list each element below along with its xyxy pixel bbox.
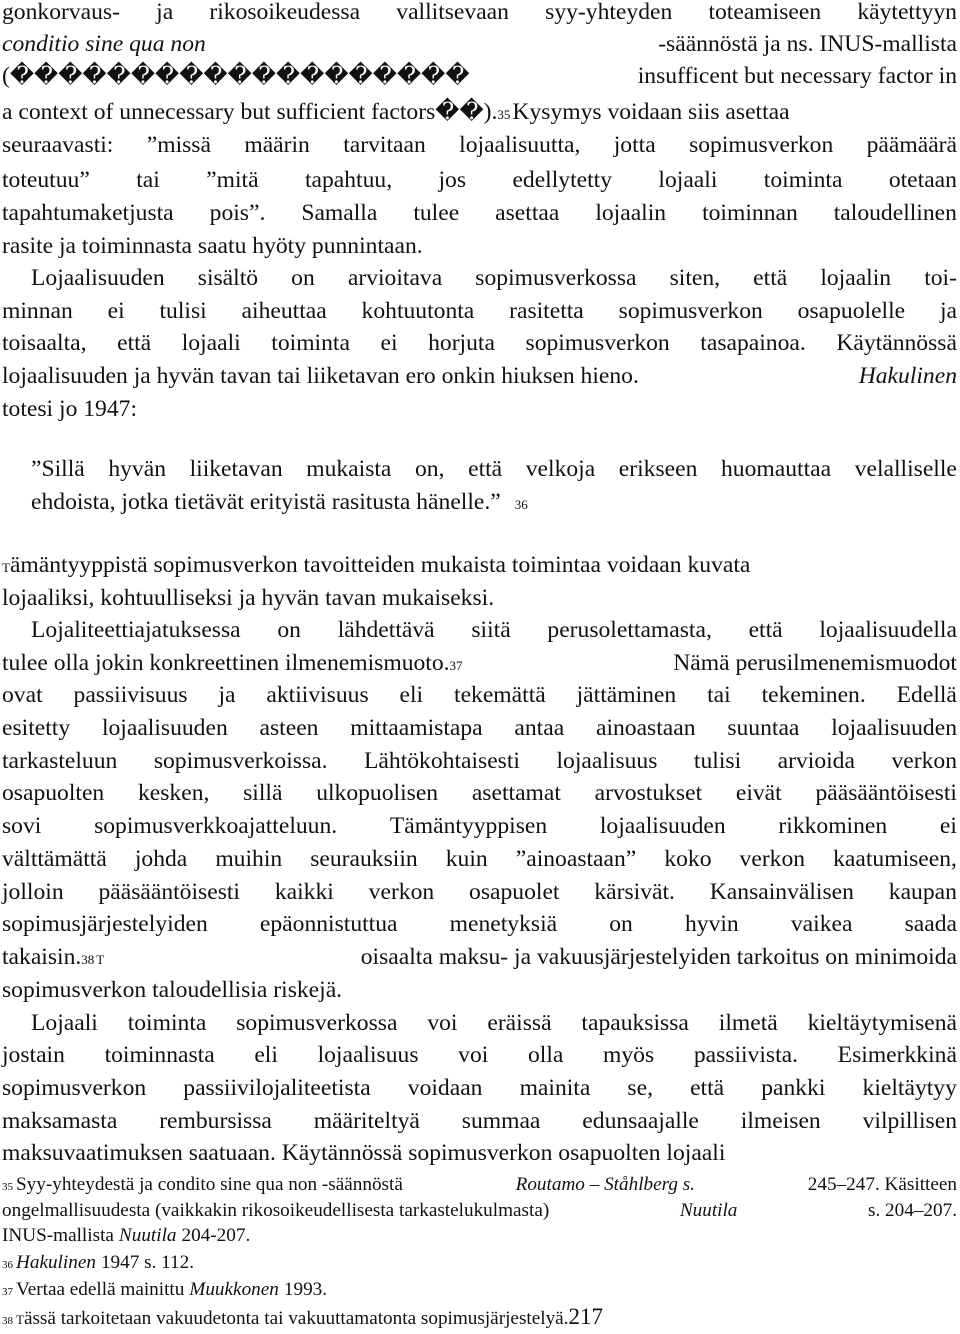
body-line [2, 549, 957, 581]
text-run: insufficent but necessary factor in [637, 63, 957, 89]
footnote-text: 204-207. [181, 1225, 251, 1246]
footnote-ref[interactable]: 37 [449, 658, 463, 673]
footnote-text: Syy-yhteydestä ja condito sine qua non -säännöstä [16, 1174, 403, 1195]
quote-line [31, 486, 931, 518]
text-run: sopimusverkon taloudellisia riskejä. [2, 977, 343, 1003]
text-run: totesi jo 1947: [2, 396, 138, 422]
footnote-ref[interactable]: 36 [514, 497, 528, 512]
footnote-number: 36 [2, 1259, 13, 1271]
body-line [2, 974, 957, 1006]
body-line: tarkasteluun sopimusverkoissa. Lähtökohtaisesti lojaalisuus tulisi arvioida verkon [2, 748, 957, 774]
page-number: 217 [568, 1304, 603, 1329]
text-run: tulee olla jokin konkreettinen ilmenemismuoto. [2, 650, 450, 676]
body-line: toisaalta, että lojaali toiminta ei horjuta sopimusverkon tasapainoa. Käytännössä [2, 330, 957, 356]
small-cap-letter: T [16, 1312, 24, 1327]
body-line: Lojaliteettiajatuksessa on lähdettävä siitä perusolettamasta, että lojaalisuudella [31, 617, 957, 643]
body-line [2, 230, 957, 262]
author-name: Nuutila [118, 1225, 177, 1246]
author-name: Hakulinen [858, 363, 957, 389]
body-line [2, 582, 957, 614]
footnote-37 [2, 1277, 957, 1303]
quote-text: ehdoista, jotka tietävät erityistä rasitusta hänelle.” [31, 489, 501, 515]
body-line [2, 1137, 957, 1169]
body-line: seuraavasti: ”missä määrin tarvitaan lojaalisuutta, jotta sopimusverkon päämäärä [2, 132, 957, 158]
author-name: Nuutila [679, 1200, 738, 1221]
body-line: jolloin pääsääntöisesti kaikki verkon osapuolet kärsivät. Kansainvälisen kaupan [2, 879, 957, 905]
author-name: Hakulinen [16, 1252, 96, 1273]
body-line: gonkorvaus- ja rikosoikeudessa vallitsevaan syy-yhteyden toteamiseen käytettyyn [2, 0, 957, 25]
body-line: maksamasta rembursissa määriteltyä summaa edunsaajalle ilmeisen vilpillisen [2, 1108, 957, 1134]
body-line [2, 60, 957, 92]
text-run: takaisin. [2, 944, 82, 970]
text-run: a context of unnecessary but sufficient factors��). [2, 99, 498, 125]
text-run: -säännöstä ja ns. INUS-mallista [658, 31, 957, 57]
body-line [2, 393, 957, 425]
body-line: Lojaalisuuden sisältö on arvioitava sopimusverkossa siten, että lojaalin toi- [31, 265, 957, 291]
footnote-text: 1993. [283, 1279, 328, 1300]
body-line [2, 647, 957, 679]
footnote-35 [2, 1172, 957, 1198]
body-line: sovi sopimusverkkoajatteluun. Tämäntyyppisen lojaalisuuden rikkominen ei [2, 813, 957, 839]
text-run: lojaaliksi, kohtuulliseksi ja hyvän tavan mukaiseksi. [2, 585, 495, 611]
text-run: Nämä perusilmenemismuodot [673, 650, 957, 676]
italic-term: conditio sine qua non [2, 31, 206, 57]
footnote-36 [2, 1250, 957, 1276]
body-line: minnan ei tulisi aiheuttaa kohtuutonta rasitetta sopimusverkon osapuolelle ja [2, 298, 957, 324]
garbled-glyphs: (������������������� [2, 63, 470, 89]
footnote-number: 38 [2, 1315, 13, 1327]
text-run: rasite ja toiminnasta saatu hyöty punnintaan. [2, 233, 423, 259]
footnote-text: INUS-mallista [2, 1225, 114, 1246]
small-cap-letter: T [96, 952, 105, 967]
body-line: toteutuu” tai ”mitä tapahtuu, jos edellytetty lojaali toiminta otetaan [2, 167, 957, 193]
text-run: oisaalta maksu- ja vakuusjärjestelyiden tarkoitus on minimoida [360, 944, 957, 970]
body-line [2, 360, 957, 392]
body-line [2, 96, 957, 128]
footnote-text: ongelmallisuudesta (vaikkakin rikosoikeudellisesta tarkastelukulmasta) [2, 1200, 550, 1221]
footnote-ref[interactable]: 35 [497, 107, 511, 122]
author-name: Routamo – Ståhlberg s. [515, 1174, 696, 1195]
body-line: esitetty lojaalisuuden asteen mittaamistapa antaa ainoastaan suuntaa lojaalisuuden [2, 715, 957, 741]
footnote-text: s. 204–207. [867, 1200, 957, 1221]
footnote-38 [2, 1304, 957, 1330]
body-line: ovat passiivisuus ja aktiivisuus eli tekemättä jättäminen tai tekeminen. Edellä [2, 682, 957, 708]
body-line: sopimusjärjestelyiden epäonnistuttua menetyksiä on hyvin vaikea saada [2, 911, 957, 937]
text-run: lojaalisuuden ja hyvän tavan tai liiketavan ero onkin hiuksen hieno. [2, 363, 639, 389]
body-line: osapuolten kesken, sillä ulkopuolisen asettamat arvostukset eivät pääsääntöisesti [2, 780, 957, 806]
body-line [2, 941, 957, 973]
body-line: Lojaali toiminta sopimusverkossa voi eräissä tapauksissa ilmetä kieltäytymisenä [31, 1010, 957, 1036]
footnote-number: 37 [2, 1286, 13, 1298]
text-run: Kysymys voidaan siis asettaa [512, 99, 790, 125]
footnote-text: Vertaa edellä mainittu [16, 1279, 185, 1300]
text-run: ämäntyyppistä sopimusverkon tavoitteiden mukaista toimintaa voidaan kuvata [9, 552, 751, 578]
body-line: sopimusverkon passiivilojaliteetista voidaan mainita se, että pankki kieltäytyy [2, 1075, 957, 1101]
body-line: jostain toiminnasta eli lojaalisuus voi olla myös passiivista. Esimerkkinä [2, 1042, 957, 1068]
body-line [2, 28, 957, 60]
body-line: välttämättä johda muihin seurauksiin kuin ”ainoastaan” koko verkon kaatumiseen, [2, 846, 957, 872]
footnote-text: ässä tarkoitetaan vakuudetonta tai vakuuttamatonta sopimusjärjestelyä. [23, 1308, 569, 1329]
footnote-ref[interactable]: 38 [81, 952, 95, 967]
text-run: maksuvaatimuksen saatuaan. Käytännössä sopimusverkon osapuolten lojaali [2, 1140, 726, 1166]
quote-line: ”Sillä hyvän liiketavan mukaista on, että velkoja erikseen huomauttaa velalliselle [31, 456, 957, 482]
footnote-number: 35 [2, 1181, 13, 1193]
footnote-35-cont [2, 1198, 957, 1224]
footnote-text: 1947 s. 112. [100, 1252, 195, 1273]
small-cap-letter: T [2, 560, 10, 575]
author-name: Muukkonen [189, 1279, 279, 1300]
footnote-35-cont [2, 1223, 957, 1249]
body-line: tapahtumaketjusta pois”. Samalla tulee asettaa lojaalin toiminnan taloudellinen [2, 200, 957, 226]
footnote-text: 245–247. Käsitteen [807, 1174, 957, 1195]
